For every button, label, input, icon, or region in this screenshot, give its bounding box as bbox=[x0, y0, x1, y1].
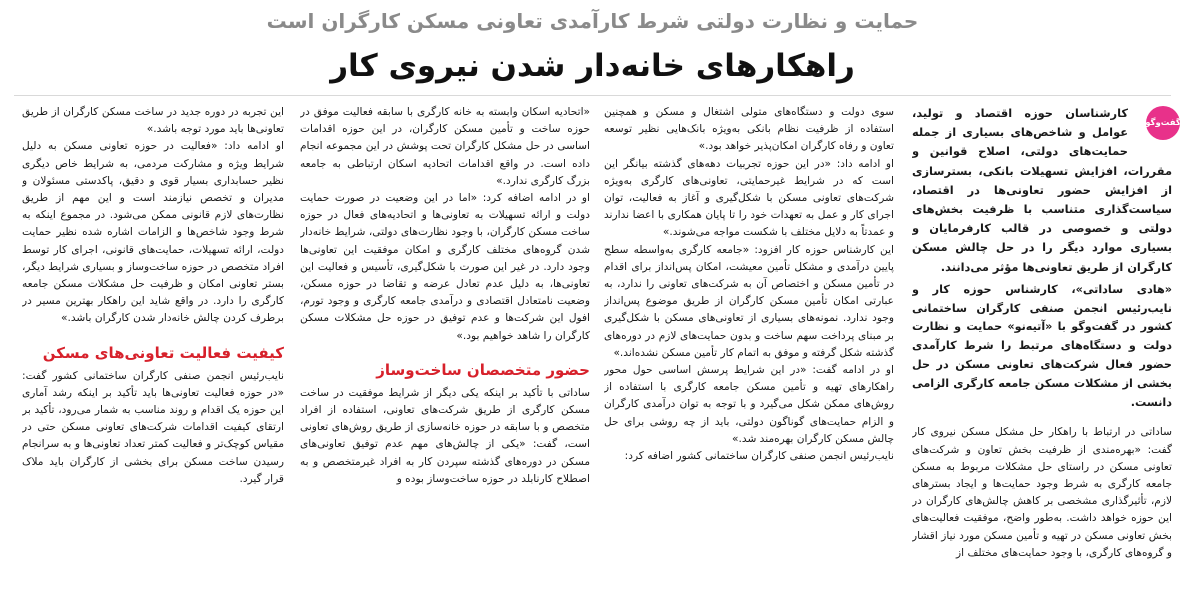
column-3-paragraph-3: ساداتی با تأکید بر اینکه یکی دیگر از شرایط موفقیت در ساخت مسکن کارگری از طریق شرکت‌های تعاونی، استفاده از افراد متخصص و با سابقه در حوزه خانه‌سازی از طریق روش‌های تعاونی است، گفت: «یکی از چالش‌های مهم عدم توفیق تعاونی‌های مسکن در دوره‌های گذشته سپردن کار به افراد غیرمتخصص و به اصطلاح کارنابلد در حوزه ساخت‌وساز بوده و bbox=[300, 386, 590, 485]
badge-spacer bbox=[1128, 104, 1172, 144]
article-intro: «هادی ساداتی»، کارشناس حوزه کار و نایب‌رئیس انجمن صنفی کارگران ساختمانی کشور در گفت‌وگو با «آتیه‌نو» حمایت و نظارت دولت و دستگاه‌های مرتبط را شرط کارآمدی حضور فعال شرکت‌های تعاونی مسکن در حل بخشی از مشکلات مسکن جامعه کارگری الزامی دانست. bbox=[912, 282, 1172, 409]
section-heading-specialists: حضور متخصصان ساخت‌وساز bbox=[376, 360, 590, 379]
column-4-paragraph-2: او ادامه داد: «فعالیت در حوزه تعاونی مسکن به دلیل شرایط ویژه و مشارکت مردمی، به شرایط خاص دیگری نظیر حسابداری بسیار قوی و دقیق، پاکدستی مسئولان و مدیران و تخصص نیازمند است و این مهم از طریق نظارت‌های لازم قانونی ممکن می‌شود. در مجموع اینکه به شرط وجود شاخص‌ها و الزامات اشاره شده نظیر حمایت دولت، ارائه تسهیلات، حمایت‌های قانونی، اجرای کار توسط افراد متخصص در حوزه ساخت‌وساز و بسیاری شرایط دیگر، بستر تعاونی امکان و ظرفیت حل مشکلات مسکن جامعه کارگری را دارد. در واقع شاید این راهکار بهترین مسیر در برطرف کردن چالش خانه‌دار شدن کارگران باشد.» bbox=[22, 140, 284, 325]
interview-badge: گفت‌وگو bbox=[1146, 106, 1180, 140]
column-1-body: ساداتی در ارتباط با راهکار حل مشکل مسکن نیروی کار گفت: «بهره‌مندی از ظرفیت بخش تعاون و شرکت‌های تعاونی مسکن در راستای حل مشکلات مربوط به مسکن جامعه کارگری به شرط وجود حمایت‌ها و ایجاد بسترهای لازم، تأثیرگذاری مشخصی بر کاهش چالش‌های کارگران در این حوزه خواهد داشت. به‌طور واضح، موفقیت فعالیت‌های بخش تعاونی مسکن در تهیه و تأمین مسکن مورد نیاز اقشار و گروه‌های کارگری، با وجود حمایت‌های مختلف از bbox=[912, 426, 1172, 559]
column-1 bbox=[912, 104, 1172, 562]
column-2-paragraph-3: این کارشناس حوزه کار افزود: «جامعه کارگری به‌واسطه سطح پایین درآمدی و مشکل تأمین معیشت، امکان پس‌انداز برای اقدام در تأمین مسکن و اختصاص آن به شرکت‌های تعاونی را ندارد، به عبارتی امکان تأمین مسکن کارگران از طریق موضوع پس‌انداز وجود ندارد. نمونه‌های بسیاری از تعاونی‌های مسکن با شکل‌گیری بر مبنای پرداخت سهم ساخت و بدون حمایت‌های لازم در دوره‌های گذشته شکل گرفته و موفق به اتمام کار تأمین مسکن نشده‌اند.» bbox=[604, 243, 894, 359]
column-3-paragraph-2: او در ادامه اضافه کرد: «اما در این وضعیت در صورت حمایت دولت و ارائه تسهیلات به تعاونی‌ها و اتحادیه‌های فعال در حوزه ساخت مسکن کارگران، با وجود نظارت‌های دولتی، شرایط خانه‌دار شدن گروه‌های مختلف کارگری و امکان موفقیت این تعاونی‌ها وجود دارد. در غیر این صورت با شکل‌گیری، تأسیس و فعالیت این تعاونی‌ها، به دلیل عدم تعادل عرضه و تقاضا در حوزه مسکن، وضعیت نامتعادل اقتصادی و درآمدی جامعه کارگری و وجود تورم، افول این شرکت‌ها و عدم توفیق در حوزه حل مشکلات مسکن کارگران را شاهد خواهیم بود.» bbox=[300, 192, 590, 342]
column-3 bbox=[300, 104, 590, 488]
column-2-paragraph-2: او ادامه داد: «در این حوزه تجربیات دهه‌های گذشته بیانگر این است که در شرایط غیرحمایتی، تعاونی‌های کارگری به‌ویژه شرکت‌های تعاونی مسکن با شکل‌گیری و آغاز به فعالیت، توان اجرای کار و عمل به تعهدات خود را تا پایان همکاری با اعضا ندارند و عمدتاً به دلایل مختلف با شکست مواجه می‌شوند.» bbox=[604, 157, 894, 239]
header-divider bbox=[14, 95, 1171, 96]
column-2-paragraph-1: سوی دولت و دستگاه‌های متولی اشتغال و مسکن و همچنین استفاده از ظرفیت نظام بانکی به‌ویژه بانک‌هایی نظیر توسعه تعاون و رفاه کارگران امکان‌پذیر خواهد بود.» bbox=[604, 106, 894, 153]
column-4-paragraph-1: این تجربه در دوره جدید در ساخت مسکن کارگران از طریق تعاونی‌ها باید مورد توجه باشد.» bbox=[22, 106, 284, 136]
column-4 bbox=[22, 104, 284, 488]
column-3-paragraph-1: «اتحادیه اسکان وابسته به خانه کارگری با سابقه فعالیت موفق در حوزه ساخت و تأمین مسکن کارگران، در این حوزه اقدامات اساسی در حل مشکل کارگران تحت پوشش در این مجموعه انجام داده است. در واقع اقدامات اتحادیه اسکان ارتباطی به جامعه بزرگ کارگری ندارد.» bbox=[300, 106, 590, 187]
section-heading-quality: کیفیت فعالیت تعاونی‌های مسکن bbox=[42, 343, 284, 362]
article-kicker: حمایت و نظارت دولتی شرط کارآمدی تعاونی مسکن کارگران است bbox=[266, 9, 919, 33]
article-headline: راهکارهای خانه‌دار شدن نیروی کار bbox=[330, 48, 855, 84]
column-2-paragraph-5: نایب‌رئیس انجمن صنفی کارگران ساختمانی کشور اضافه کرد: bbox=[624, 450, 894, 463]
column-2-paragraph-4: او در ادامه گفت: «در این شرایط پرسش اساسی حول محور راهکارهای تهیه و تأمین مسکن جامعه کارگری با استفاده از روش‌های ممکن شکل می‌گیرد و با توجه به توان درآمدی کارگران و الزام حمایت‌های گوناگون دولتی، باید از چه روشی برای حل چالش مسکن کارگران بهره‌مند شد.» bbox=[604, 364, 894, 445]
article-lead: کارشناسان حوزه اقتصاد و تولید، عوامل و شاخص‌های بسیاری از جمله حمایت‌های دولتی، اصلاح قوانین و مقررات، افزایش تسهیلات بانکی، بسترسازی از افزایش حضور تعاونی‌ها در اقتصاد، سیاست‌گذاری متناسب با ظرفیت بخش‌های دولتی و خصوصی در قالب کارفرمایان و بسیاری موارد دیگر را در حل چالش مسکن کارگران از طریق تعاونی‌ها مؤثر می‌دانند. bbox=[912, 106, 1172, 274]
column-2 bbox=[604, 104, 894, 465]
column-4-paragraph-3: نایب‌رئیس انجمن صنفی کارگران ساختمانی کشور گفت: «در حوزه فعالیت تعاونی‌ها باید تأکید بر اینکه رشد آماری این حوزه یک اقدام و روند مناسب به شمار می‌رود، تأکید بر ارتقای کیفیت اقدامات شرکت‌های تعاونی مسکن حتی در مقیاس کوچک‌تر و فعالیت کمتر تعداد تعاونی‌ها و به سرانجام رسیدن ساخت مسکن برای بخشی از کارگران باید ملاک قرار گیرد. bbox=[22, 369, 284, 485]
